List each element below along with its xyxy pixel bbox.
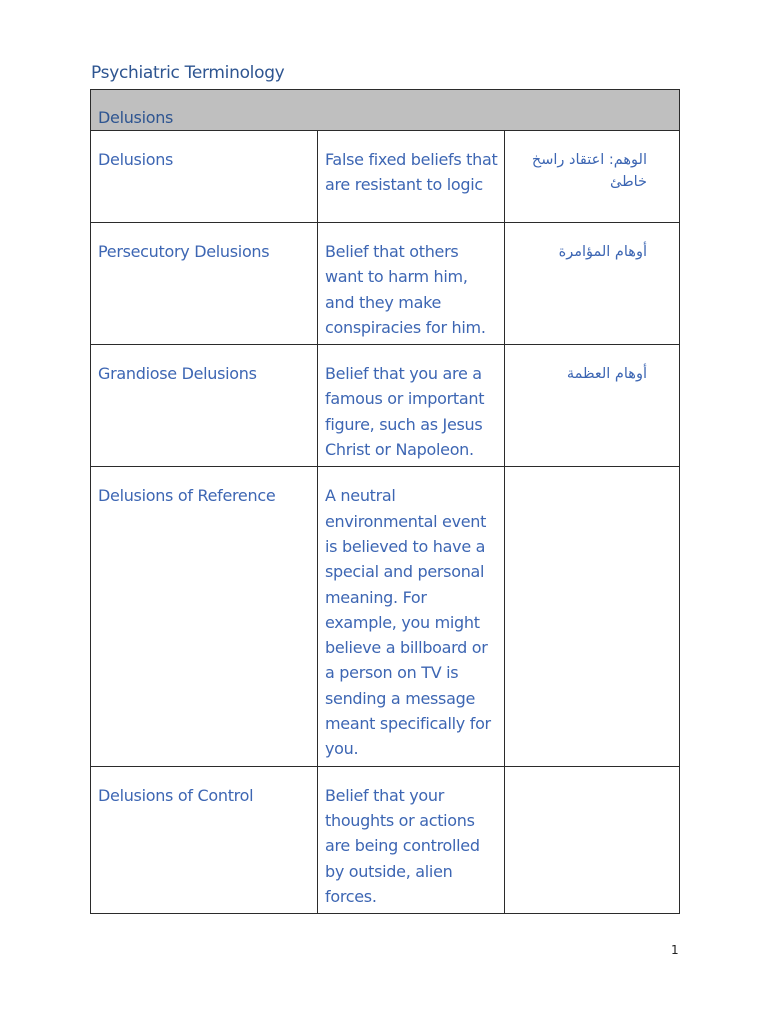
definition-cell: Belief that others want to harm him, and they make conspiracies for him. bbox=[318, 223, 505, 345]
term-cell: Delusions of Reference bbox=[91, 467, 318, 766]
definition-cell: Belief that your thoughts or actions are being controlled by outside, alien forces. bbox=[318, 766, 505, 913]
arabic-translation-cell: أوهام العظمة bbox=[505, 345, 680, 467]
arabic-translation-cell: الوهم: اعتقاد راسخ خاطئ bbox=[505, 131, 680, 223]
table-header-row bbox=[91, 90, 680, 131]
term-cell: Grandiose Delusions bbox=[91, 345, 318, 467]
table-row bbox=[91, 467, 680, 766]
table-row bbox=[91, 766, 680, 913]
page-number: 1 bbox=[671, 943, 679, 957]
definition-cell: A neutral environmental event is believed to have a special and personal meaning. For example, you might believe a billboard or a person on TV is sending a message meant specifically for you. bbox=[318, 467, 505, 766]
term-cell: Persecutory Delusions bbox=[91, 223, 318, 345]
terminology-table bbox=[90, 89, 680, 914]
document-title: Psychiatric Terminology bbox=[91, 63, 285, 83]
table-row bbox=[91, 345, 680, 467]
arabic-translation-cell bbox=[505, 766, 680, 913]
definition-cell: Belief that you are a famous or important figure, such as Jesus Christ or Napoleon. bbox=[318, 345, 505, 467]
arabic-translation-cell: أوهام المؤامرة bbox=[505, 223, 680, 345]
table-row bbox=[91, 223, 680, 345]
table-row bbox=[91, 131, 680, 223]
definition-cell: False fixed beliefs that are resistant to logic bbox=[318, 131, 505, 223]
section-header: Delusions bbox=[91, 90, 680, 131]
arabic-translation-cell bbox=[505, 467, 680, 766]
term-cell: Delusions bbox=[91, 131, 318, 223]
term-cell: Delusions of Control bbox=[91, 766, 318, 913]
